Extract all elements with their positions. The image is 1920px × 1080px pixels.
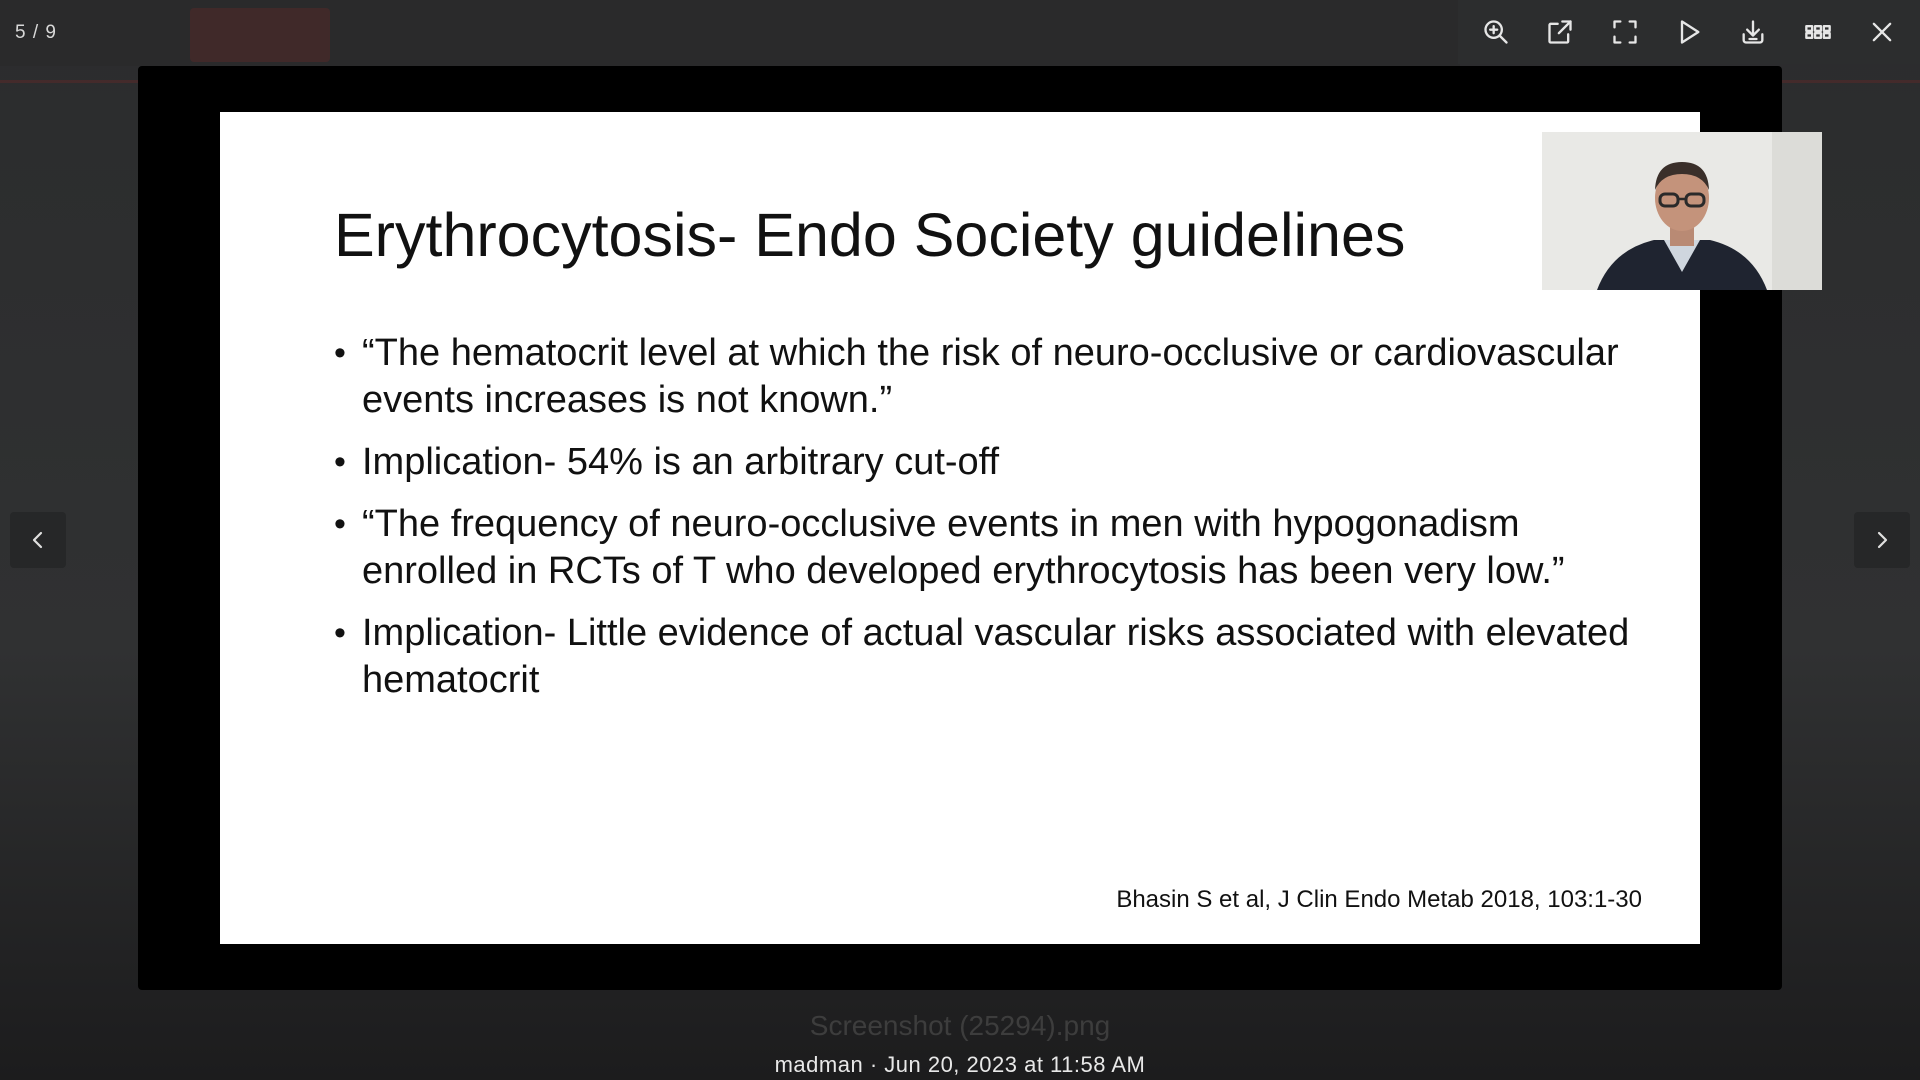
bullet-dot: • (334, 443, 346, 481)
image-counter: 5 / 9 (15, 22, 57, 43)
chevron-left-icon (26, 528, 50, 552)
fullscreen-button[interactable] (1599, 6, 1651, 58)
zoom-in-icon (1482, 18, 1510, 46)
image-caption: madman · Jun 20, 2023 at 11:58 AM (774, 1052, 1146, 1077)
presentation-slide (220, 112, 1700, 944)
slide-bullet-list (334, 330, 1664, 719)
background-page-button (190, 8, 330, 62)
fullscreen-icon (1611, 18, 1639, 46)
download-icon (1739, 18, 1767, 46)
bullet-dot: • (334, 505, 346, 543)
open-external-button[interactable] (1534, 6, 1586, 58)
chevron-right-icon (1870, 528, 1894, 552)
close-icon (1868, 18, 1896, 46)
speaker-video-thumbnail (1542, 132, 1822, 290)
previous-image-button[interactable] (10, 512, 66, 568)
slide-bullet: • “The frequency of neuro-occlusive events in men with hypogonadism enrolled in RCTs of T who developed erythrocytosis has been very low.” (334, 503, 1565, 592)
slide-bullet: • Implication- Little evidence of actual vascular risks associated with elevated hematocrit (334, 612, 1630, 701)
gallery-grid-button[interactable] (1792, 6, 1844, 58)
slideshow-play-button[interactable] (1663, 6, 1715, 58)
bullet-dot: • (334, 614, 346, 652)
close-viewer-button[interactable] (1856, 6, 1908, 58)
next-image-button[interactable] (1854, 512, 1910, 568)
play-icon (1675, 18, 1703, 46)
speaker-portrait (1542, 132, 1822, 290)
bullet-dot: • (334, 334, 346, 372)
slide-title: Erythrocytosis- Endo Society guidelines (334, 201, 1406, 269)
slide-bullet: • “The hematocrit level at which the risk of neuro-occlusive or cardiovascular events increases is not known.” (334, 332, 1619, 421)
slide-citation: Bhasin S et al, J Clin Endo Metab 2018, 103:1-30 (1116, 886, 1642, 913)
open-external-icon (1546, 18, 1574, 46)
image-filename: Screenshot (25294).png (809, 1010, 1111, 1041)
grid-icon (1804, 18, 1832, 46)
slide-bullet: • Implication- 54% is an arbitrary cut-off (334, 439, 1664, 486)
download-button[interactable] (1727, 6, 1779, 58)
viewer-toolbar (1458, 0, 1920, 64)
image-stage (138, 66, 1782, 990)
zoom-in-button[interactable] (1470, 6, 1522, 58)
